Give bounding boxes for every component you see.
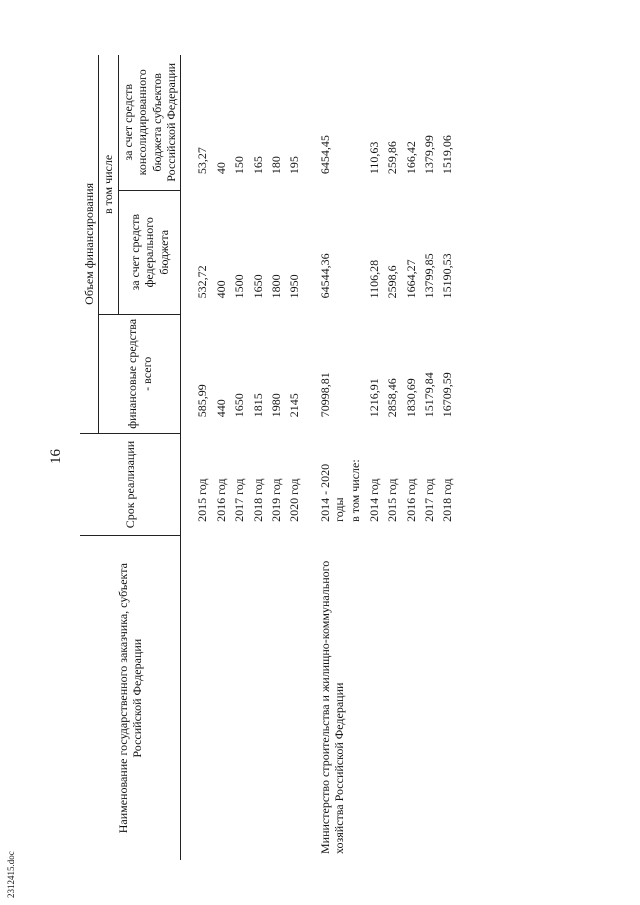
ministry-name: Министерство строительства и жилищно-коммунального хозяйства Российской Федерации [317, 560, 347, 854]
header-period: Срок реализации [80, 433, 181, 536]
federal-cell: 400 [213, 280, 228, 299]
table-row [438, 55, 456, 860]
table-row [230, 55, 248, 860]
total-cell: 1830,69 [403, 378, 418, 418]
federal-cell: 2598,6 [385, 265, 400, 299]
total-cell: 1216,91 [366, 378, 381, 418]
total-cell: 1650 [232, 393, 247, 418]
including-label: в том числе: [348, 459, 363, 522]
table-row [402, 55, 420, 860]
total-cell: 15179,84 [422, 372, 437, 418]
table-row [212, 55, 230, 860]
header-name: Наименование государственного заказчика, субъекта Российской Федерации [80, 536, 181, 860]
table-row [285, 55, 303, 860]
total-cell: 1980 [268, 393, 283, 418]
period-cell: 2017 год [232, 478, 247, 522]
page-number: 16 [48, 449, 64, 464]
period-cell: 2018 год [250, 478, 265, 522]
regional-cell: 110,63 [366, 141, 381, 175]
total-cell: 2145 [287, 393, 302, 418]
period-cell: 2015 год [195, 478, 210, 522]
ministry-total: 70998,81 [317, 372, 332, 418]
regional-cell: 165 [250, 156, 265, 175]
table-row [383, 55, 401, 860]
table-row [420, 55, 438, 860]
header-including: в том числе [99, 55, 118, 314]
table-row [249, 55, 267, 860]
financing-table [80, 55, 457, 860]
period-cell: 2016 год [403, 478, 418, 522]
ministry-regional: 6454,45 [317, 135, 332, 175]
period-cell: 2015 год [385, 478, 400, 522]
header-regional: за счет средств консолидированного бюджета субъектов Российской Федерации [118, 55, 181, 190]
regional-cell: 150 [232, 156, 247, 175]
federal-cell: 15190,53 [440, 253, 455, 299]
period-cell: 2019 год [268, 478, 283, 522]
federal-cell: 1800 [268, 274, 283, 299]
period-cell: 2016 год [213, 478, 228, 522]
header-federal: за счет средств федерального бюджета [118, 190, 181, 314]
ministry-federal: 64544,36 [317, 253, 332, 299]
regional-cell: 259,86 [385, 141, 400, 175]
federal-cell: 1650 [250, 274, 265, 299]
federal-cell: 532,72 [195, 265, 210, 299]
period-cell: 2014 год [366, 478, 381, 522]
total-cell: 2858,46 [385, 378, 400, 418]
header-volume: Объем финансирования [80, 55, 99, 433]
federal-cell: 1500 [232, 274, 247, 299]
total-cell: 1815 [250, 393, 265, 418]
table-row [193, 55, 211, 860]
footer-code: 2312415.doc [6, 851, 16, 898]
regional-cell: 40 [213, 162, 228, 175]
total-cell: 16709,59 [440, 372, 455, 418]
regional-cell: 53,27 [195, 147, 210, 175]
period-cell: 2020 год [287, 478, 302, 522]
federal-cell: 1664,27 [403, 259, 418, 299]
federal-cell: 1106,28 [366, 259, 381, 299]
federal-cell: 13799,85 [422, 253, 437, 299]
regional-cell: 195 [287, 156, 302, 175]
table-row [365, 55, 383, 860]
period-cell: 2017 год [422, 478, 437, 522]
regional-cell: 166,42 [403, 141, 418, 175]
ministry-row [316, 55, 349, 860]
header-total: финансовые средства - всего [99, 314, 181, 433]
regional-cell: 1519,06 [440, 135, 455, 175]
ministry-period: 2014 - 2020 годы [317, 463, 347, 522]
total-cell: 585,99 [195, 384, 210, 418]
period-cell: 2018 год [440, 478, 455, 522]
rotated-table-container [80, 55, 600, 860]
total-cell: 440 [213, 399, 228, 418]
regional-cell: 1379,99 [422, 135, 437, 175]
federal-cell: 1950 [287, 274, 302, 299]
regional-cell: 180 [268, 156, 283, 175]
table-row [267, 55, 285, 860]
